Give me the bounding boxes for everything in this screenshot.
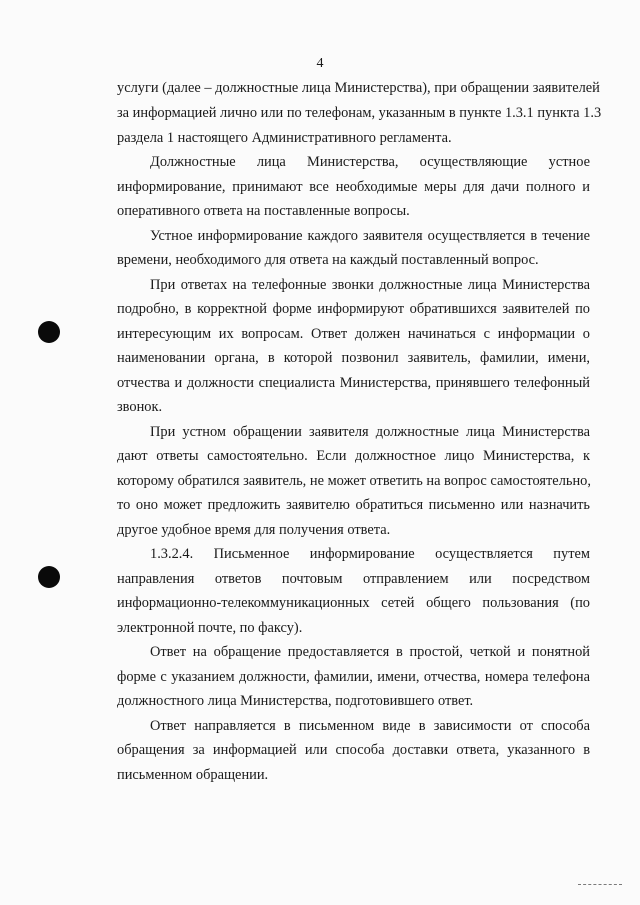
- text-line: звонок.: [117, 399, 163, 415]
- text-line: Ответ направляется в письменном виде в зависимости от способа: [150, 718, 590, 734]
- text-line: то оно может предложить заявителю обратиться письменно или назначить: [117, 497, 590, 513]
- text-line: за информацией лично или по телефонам, указанным в пункте 1.3.1 пункта 1.3: [117, 105, 602, 121]
- text-line: направления ответов почтовым отправлением или посредством: [117, 571, 590, 587]
- text-line: услуги (далее – должностные лица Министерства), при обращении заявителей: [117, 80, 600, 96]
- text-line: которому обратился заявитель, не может ответить на вопрос самостоятельно,: [117, 473, 591, 489]
- text-line: должностного лица Министерства, подготовившего ответ.: [117, 693, 474, 709]
- text-line: информационно-телекоммуникационных сетей общего пользования (по: [117, 595, 590, 611]
- text-line: Ответ на обращение предоставляется в простой, четкой и понятной: [150, 644, 590, 660]
- text-line: 1.3.2.4. Письменное информирование осуществляется путем: [150, 546, 590, 562]
- text-line: При ответах на телефонные звонки должностные лица Министерства: [150, 277, 590, 293]
- text-line: оперативного ответа на поставленные вопросы.: [117, 203, 410, 219]
- text-line: При устном обращении заявителя должностные лица Министерства: [150, 424, 590, 440]
- text-line: наименовании органа, в которой позвонил заявитель, фамилии, имени,: [117, 350, 590, 366]
- text-line: другое удобное время для получения ответа.: [117, 522, 391, 538]
- text-line: электронной почте, по факсу).: [117, 620, 303, 636]
- text-line: раздела 1 настоящего Административного регламента.: [117, 130, 452, 146]
- text-line: времени, необходимого для ответа на каждый поставленный вопрос.: [117, 252, 539, 268]
- text-line: Устное информирование каждого заявителя осуществляется в течение: [150, 228, 590, 244]
- text-line: Должностные лица Министерства, осуществляющие устное: [150, 154, 590, 170]
- text-line: дают ответы самостоятельно. Если должностное лицо Министерства, к: [117, 448, 590, 464]
- text-line: отчества и должности специалиста Министерства, принявшего телефонный: [117, 375, 590, 391]
- text-line: письменном обращении.: [117, 767, 269, 783]
- text-line: подробно, в корректной форме информируют обратившихся заявителей по: [117, 301, 590, 317]
- text-line: обращения за информацией или способа доставки ответа, указанного в: [117, 742, 590, 758]
- text-line: интересующим их вопросам. Ответ должен начинаться с информации о: [117, 326, 590, 342]
- text-line: информирование, принимают все необходимые меры для дачи полного и: [117, 179, 590, 195]
- punch-hole-upper: [38, 321, 60, 343]
- page-number: 4: [316, 56, 324, 71]
- text-line: форме с указанием должности, фамилии, имени, отчества, номера телефона: [117, 669, 590, 685]
- scan-edge-mark: [578, 884, 622, 886]
- punch-hole-lower: [38, 566, 60, 588]
